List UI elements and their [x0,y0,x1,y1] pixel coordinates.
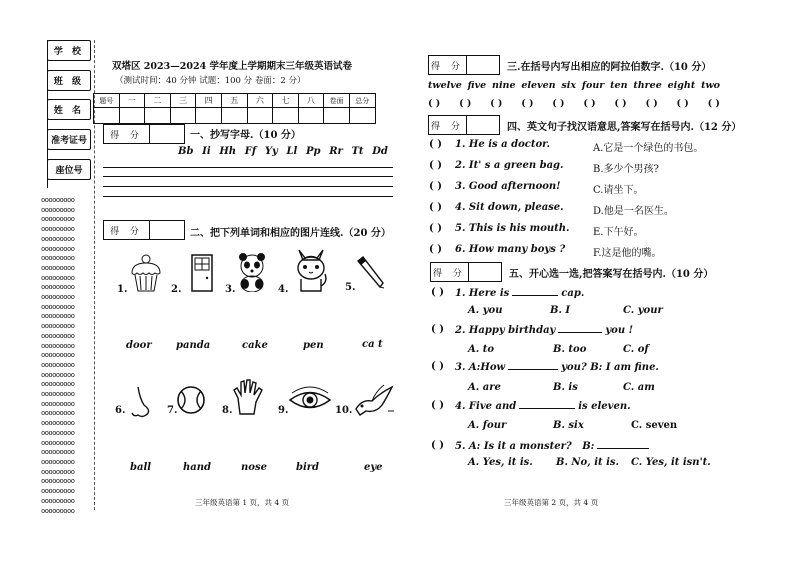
class-label: 班 级 [47,70,91,91]
score-box-2[interactable]: 得 分 [103,220,185,240]
score-cell-6[interactable] [247,108,273,124]
s5-option-4-b: B. six [553,420,584,431]
s5-question-2 [455,324,633,336]
ball-icon [176,385,206,415]
pic-number-9: 9. [278,405,289,416]
s5-question-part1: 2. Happy birthday [455,325,556,336]
section3-parens [428,98,720,109]
word-pen: pen [303,340,324,351]
exam-title: 双塔区 2023—2024 学年度上学期期末三年级英语试卷 [112,61,352,72]
s5-option-2-a: A. to [468,344,495,355]
hand-icon [232,378,266,416]
word-eye: eye [364,462,383,473]
letter-pair-9: Dd [372,146,388,157]
score-header-7: 七 [273,94,299,108]
footer-page1: 三年级英语第 1 页，共 4 页 [195,498,290,507]
s4-option-6: F.这是他的嘴。 [593,248,662,259]
section3-title: 三.在括号内写出相应的阿拉伯数字.（10 分） [507,62,712,73]
word-door: door [126,340,152,351]
pic-number-2: 2. [171,284,182,295]
score-header-0: 题号 [94,94,120,108]
eye-icon [288,385,332,415]
s5-option-3-c: C. am [623,382,655,393]
number-word-4: six [561,80,577,91]
binding-dots: ooooooooo ooooooooo ooooooooo ooooooooo ooooooooo ooooooooo ooooooooo ooooooooo ooooooooo ooooooooo ooooooooo ooooooooo ooooooooo ooooooooo ooooooooo ooooooooo ooooooooo ooooooooo ooooooooo ooooooooo ooooooooo ooooooooo ooooooooo ooooooooo ooooooooo ooooooooo ooooooooo ooooooooo ooooooooo ooooooooo ooooooooo ooooooooo ooooooooo [41,196,75,514]
s5-question-3 [455,361,659,373]
number-word-1: five [467,80,487,91]
pen-icon [355,255,385,289]
s4-answer-3[interactable]: ( ) [429,181,442,192]
s4-answer-5[interactable]: ( ) [429,223,442,234]
s5-blank[interactable] [508,361,558,370]
s5-option-3-b: B. is [553,382,578,393]
s4-question-3: 3. Good afternoon! [455,181,561,192]
word-hand: hand [183,462,212,473]
number-word-8: eight [667,80,696,91]
score-header-2: 二 [145,94,171,108]
s5-answer-5[interactable]: ( ) [431,440,444,451]
score-cell-7[interactable] [273,108,299,124]
score-header-9: 卷面 [324,94,350,108]
s5-blank[interactable] [519,400,575,409]
score-header-6: 六 [247,94,273,108]
s5-option-4-c: C. seven [631,420,678,431]
letter-pair-4: Yy [264,146,278,157]
bird-icon [352,383,396,417]
pic-number-7: 7. [167,405,178,416]
s4-option-1: A.它是一个绿色的书包。 [593,143,704,154]
answer-parens-3[interactable]: ( ) [521,98,534,109]
s5-answer-1[interactable]: ( ) [431,287,444,298]
s5-question-4 [455,400,631,412]
score-box-4[interactable]: 得 分 [428,115,500,135]
pic-number-5: 5. [345,282,356,293]
s4-answer-4[interactable]: ( ) [429,202,442,213]
score-header-1: 一 [119,94,145,108]
score-cell-1[interactable] [119,108,145,124]
s4-answer-1[interactable]: ( ) [429,139,442,150]
s5-question-part1: 4. Five and [455,401,517,412]
pic-number-10: 10. [335,405,353,416]
school-label: 学 校 [47,40,91,61]
number-word-7: three [633,80,662,91]
s4-option-5: E.下午好。 [593,227,644,238]
s4-option-2: B.多少个男孩? [593,164,659,175]
score-cell-0 [94,108,120,124]
s5-question-5 [455,440,652,452]
score-box-3[interactable]: 得 分 [428,55,500,75]
letter-pair-3: Ff [244,146,257,157]
score-header-4: 四 [196,94,222,108]
s4-question-1: 1. He is a doctor. [455,139,550,150]
number-word-6: ten [610,80,628,91]
cake-icon [128,253,164,293]
answer-parens-8[interactable]: ( ) [676,98,689,109]
pic-number-4: 4. [278,284,289,295]
section1-title: 一、抄写字母.（10 分） [190,130,301,141]
letter-pair-2: Hh [219,146,237,157]
letter-pair-0: Bb [178,146,194,157]
s5-option-2-b: B. too [553,344,587,355]
pic-number-1: 1. [117,284,128,295]
s5-option-4-a: A. four [468,420,507,431]
letter-pair-7: Rr [329,146,343,157]
s5-blank[interactable] [512,287,558,296]
word-cake: cake [242,340,268,351]
score-box-5[interactable]: 得 分 [430,262,502,282]
s5-option-1-a: A. you [468,305,503,316]
nose-icon [126,385,154,421]
score-header-10: 总分 [349,94,375,108]
name-label: 姓 名 [47,99,91,120]
score-cell-10[interactable] [349,108,375,124]
s5-question-part1: 5. A: Is it a monster? B: [455,441,595,452]
s5-answer-2[interactable]: ( ) [431,324,444,335]
word-nose: nose [241,462,267,473]
s4-question-6: 6. How many boys ? [455,244,566,255]
writing-line-1 [103,167,393,168]
s5-option-2-c: C. of [623,344,649,355]
score-cell-5[interactable] [221,108,247,124]
answer-parens-2[interactable]: ( ) [490,98,503,109]
s5-option-5-b: B. No, it is. [556,457,619,468]
letter-pair-8: Tt [351,146,364,157]
section4-title: 四、英文句子找汉语意思,答案写在括号内.（12 分） [507,122,742,133]
seat-number-label: 座位号 [47,159,91,180]
door-icon [190,253,214,293]
exam-subtitle: （测试时间：40 分钟 试题：100 分 卷面：2 分） [115,76,306,86]
s5-question-part2: cap. [561,288,585,299]
letter-pair-5: Ll [286,146,298,157]
writing-line-3 [103,186,393,187]
s4-question-5: 5. This is his mouth. [455,223,570,234]
s5-question-part2: you ! [605,325,633,336]
writing-line-4 [103,196,393,197]
score-box-1[interactable]: 得 分 [103,124,185,144]
score-header-5: 五 [221,94,247,108]
word-bird: bird [296,462,320,473]
number-word-9: two [701,80,720,91]
section5-title: 五、开心选一选,把答案写在括号内.（10 分） [509,269,714,280]
answer-parens-5[interactable]: ( ) [583,98,596,109]
s5-option-5-a: A. Yes, it is. [468,457,533,468]
s4-answer-2[interactable]: ( ) [429,160,442,171]
score-header-8: 八 [298,94,324,108]
s5-question-part2: is eleven. [578,401,631,412]
s5-blank[interactable] [558,324,602,333]
answer-parens-6[interactable]: ( ) [614,98,627,109]
s5-option-1-b: B. I [550,305,571,316]
number-word-5: four [581,80,605,91]
number-word-3: eleven [521,80,556,91]
word-ball: ball [130,462,152,473]
section1-letters [178,146,388,157]
letter-pair-6: Pp [305,146,321,157]
s5-question-part1: 1. Here is [455,288,510,299]
cat-icon [293,246,329,294]
answer-parens-1[interactable]: ( ) [459,98,472,109]
s4-option-3: C.请坐下。 [593,185,644,196]
score-cell-9[interactable] [324,108,350,124]
pic-number-6: 6. [115,405,126,416]
answer-parens-4[interactable]: ( ) [552,98,565,109]
score-cell-3[interactable] [170,108,196,124]
section3-words [428,80,720,91]
number-word-2: nine [492,80,516,91]
footer-page2: 三年级英语第 2 页，共 4 页 [504,498,599,507]
s5-option-5-c: C. Yes, it isn't. [631,457,711,468]
s5-answer-4[interactable]: ( ) [431,400,444,411]
score-cell-8[interactable] [298,108,324,124]
section2-title: 二、把下列单词和相应的图片连线.（20 分） [190,228,391,239]
writing-line-2 [103,176,393,177]
s4-question-2: 2. It' s a green bag. [455,160,564,171]
number-word-0: twelve [428,80,462,91]
score-header-3: 三 [170,94,196,108]
s5-question-part1: 3. A:How [455,362,506,373]
s5-question-part2: you? B: I am fine. [561,362,659,373]
s5-blank[interactable] [597,440,649,449]
pic-number-8: 8. [222,405,233,416]
s5-answer-3[interactable]: ( ) [431,361,444,372]
score-table [93,93,376,124]
s4-option-4: D.他是一名医生。 [593,206,674,217]
s4-question-4: 4. Sit down, please. [455,202,564,213]
exam-number-label: 准考证号 [47,129,91,150]
s5-option-3-a: A. are [468,382,501,393]
answer-parens-7[interactable]: ( ) [645,98,658,109]
s4-answer-6[interactable]: ( ) [429,244,442,255]
pic-number-3: 3. [225,284,236,295]
panda-icon [236,252,268,292]
answer-parens-0[interactable]: ( ) [428,98,441,109]
s5-option-1-c: C. your [623,305,663,316]
word-cat: ca t [362,339,383,350]
s5-question-1 [455,287,584,299]
score-cell-2[interactable] [145,108,171,124]
answer-parens-9[interactable]: ( ) [707,98,720,109]
word-panda: panda [176,340,211,351]
score-cell-4[interactable] [196,108,222,124]
letter-pair-1: Ii [202,146,211,157]
